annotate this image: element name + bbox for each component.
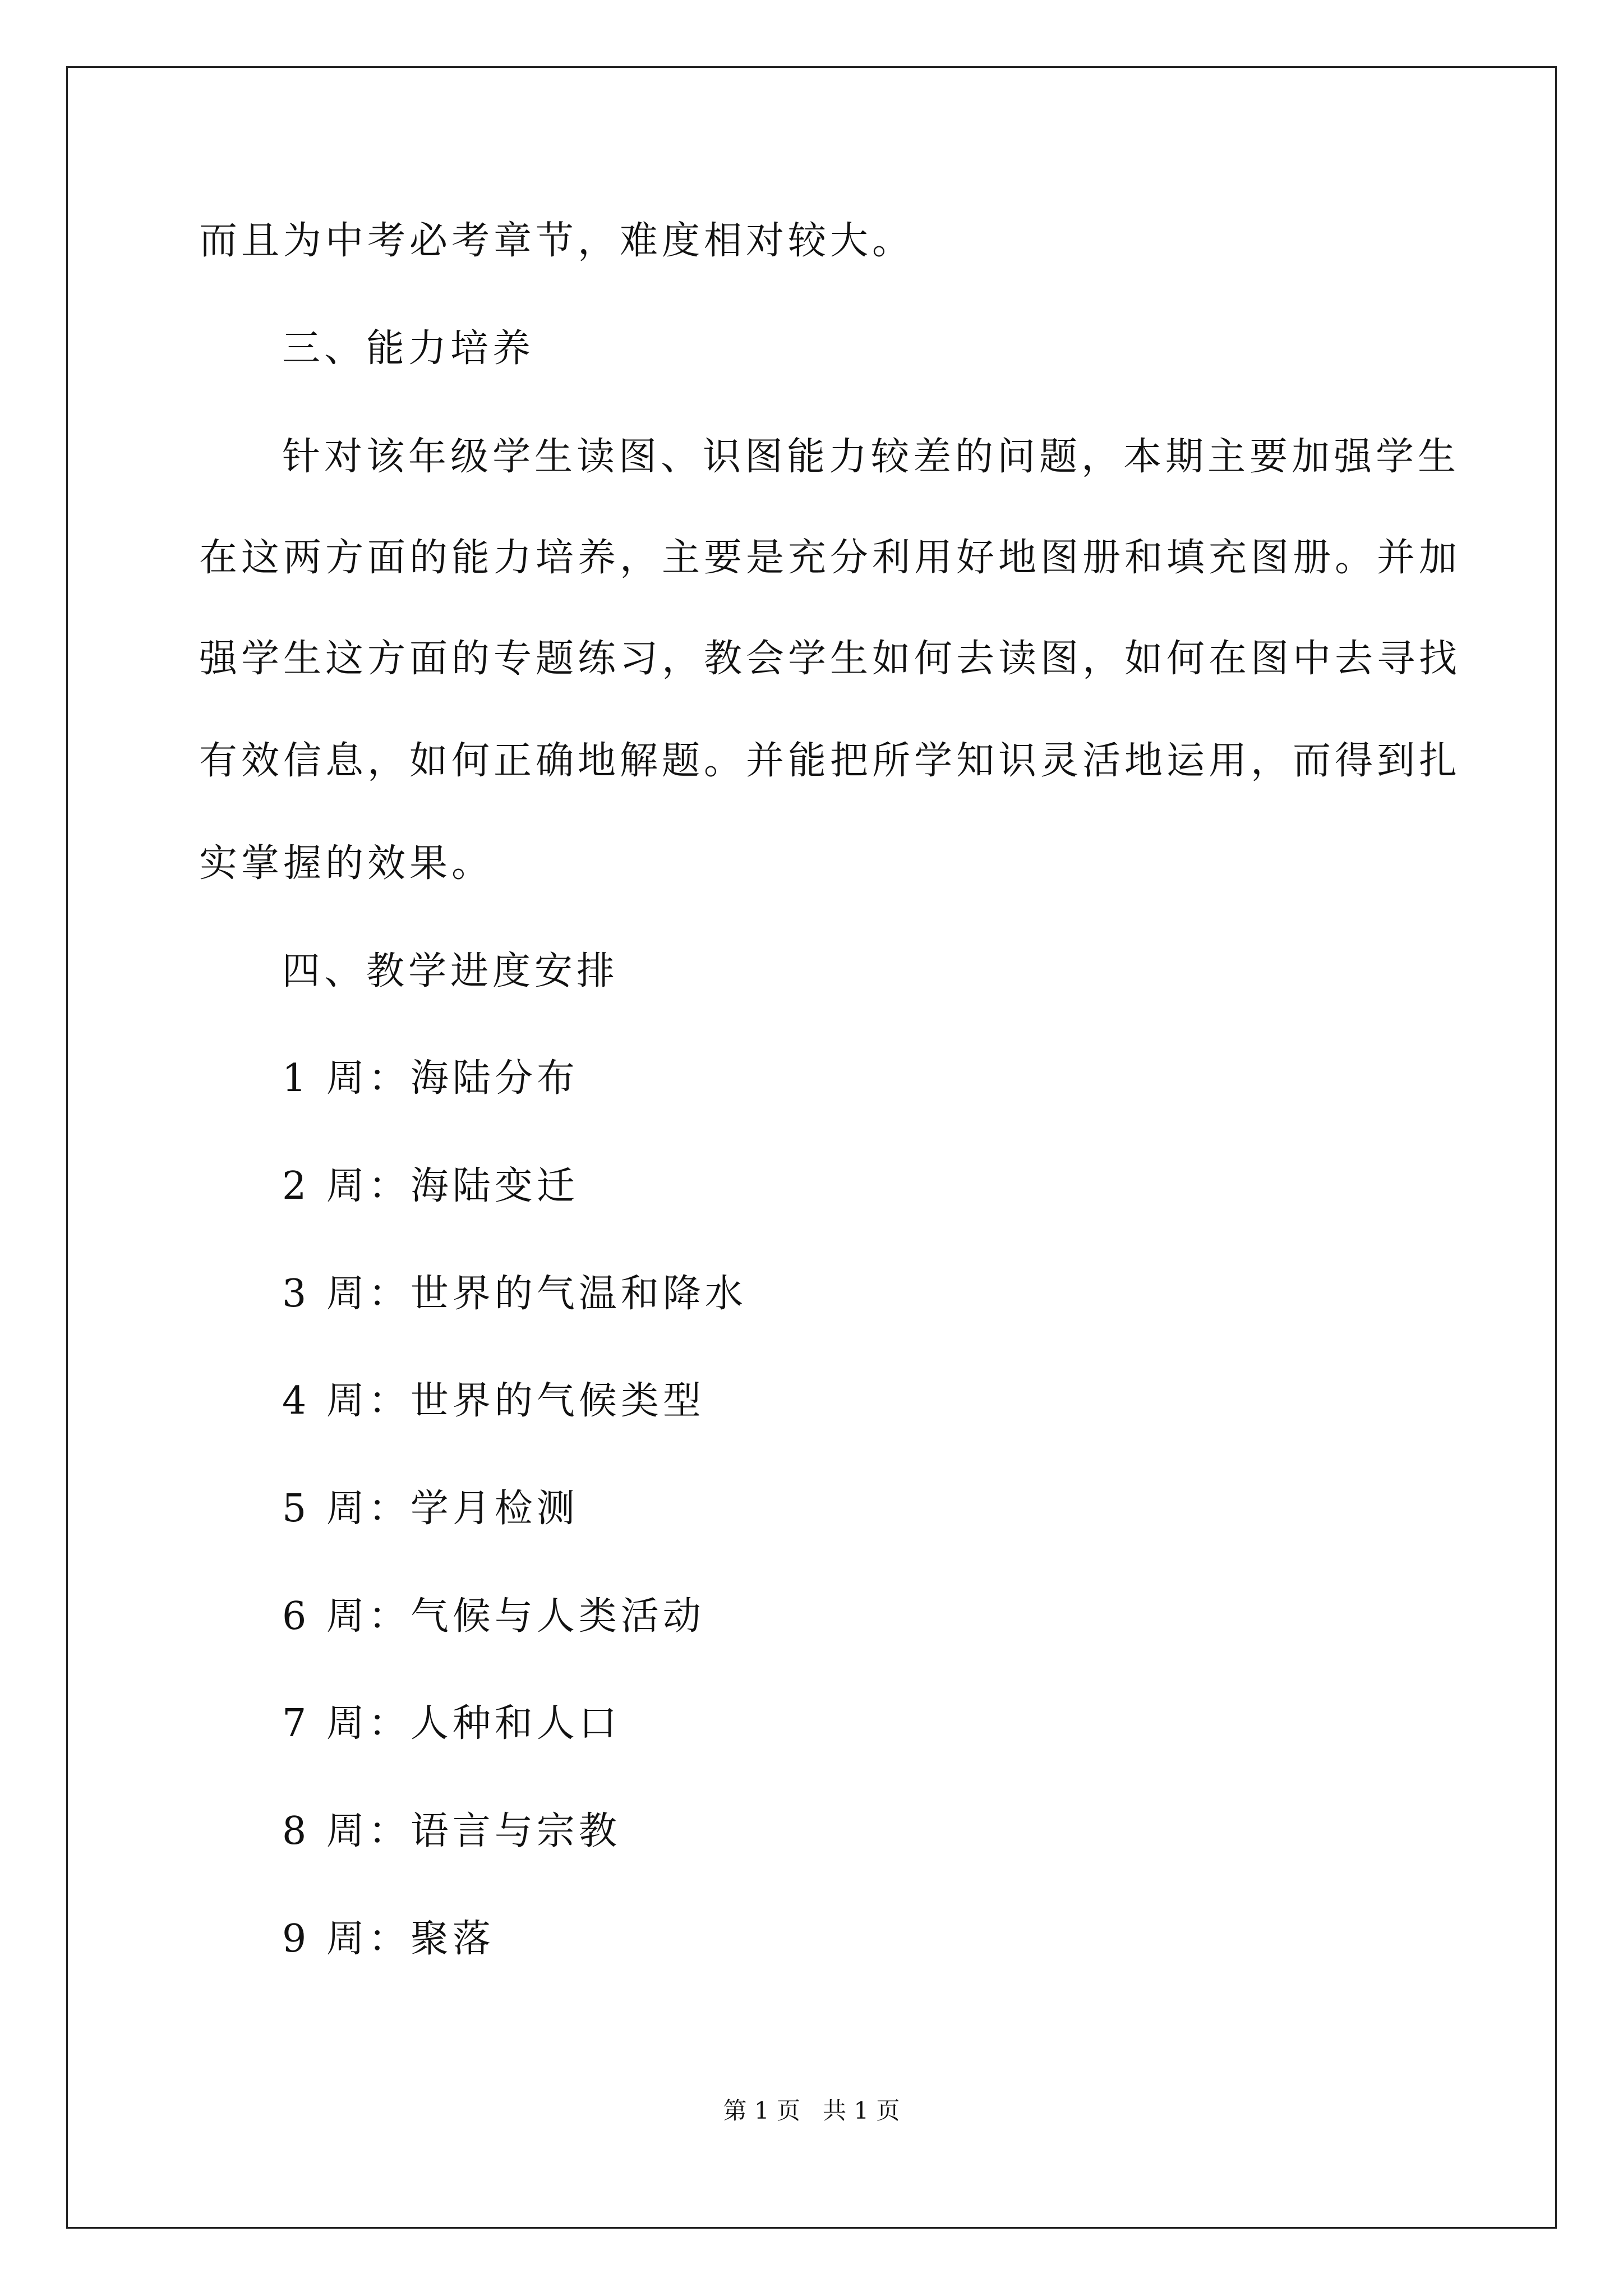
schedule-item: 3 周：世界的气温和降水: [282, 1272, 747, 1316]
page-border: [66, 66, 1557, 2229]
schedule-item: 4 周：世界的气候类型: [282, 1379, 705, 1423]
paragraph-line: 针对该年级学生读图、识图能力较差的问题，本期主要加强学生: [282, 435, 1460, 479]
schedule-item: 6 周：气候与人类活动: [282, 1594, 705, 1639]
schedule-item: 7 周：人种和人口: [282, 1701, 621, 1746]
schedule-item: 2 周：海陆变迁: [282, 1164, 579, 1208]
page-footer: 第 1 页 共 1 页: [723, 2097, 900, 2124]
paragraph-line: 实掌握的效果。: [199, 841, 494, 886]
section-heading: 三、能力培养: [282, 326, 535, 371]
section-heading: 四、教学进度安排: [282, 949, 619, 993]
paragraph-line: 强学生这方面的专题练习，教会学生如何去读图，如何在图中去寻找: [199, 637, 1461, 681]
schedule-item: 5 周：学月检测: [282, 1487, 579, 1531]
paragraph-line: 在这两方面的能力培养，主要是充分利用好地图册和填充图册。并加: [199, 536, 1461, 580]
paragraph-line: 有效信息，如何正确地解题。并能把所学知识灵活地运用，而得到扎: [199, 739, 1461, 783]
schedule-item: 1 周：海陆分布: [282, 1056, 579, 1101]
paragraph-text: 而且为中考必考章节，难度相对较大。: [199, 219, 915, 263]
schedule-item: 9 周：聚落: [282, 1917, 495, 1961]
schedule-item: 8 周：语言与宗教: [282, 1809, 621, 1853]
